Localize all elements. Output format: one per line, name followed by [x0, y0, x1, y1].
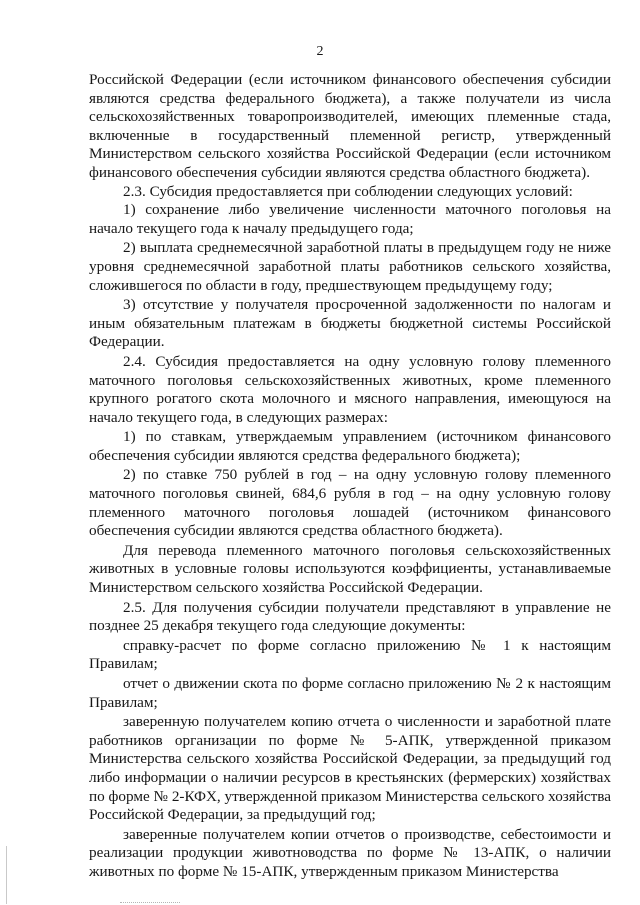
paragraph-2-4-item-2: 2) по ставке 750 рублей в год – на одну условную голову племенного маточного поголовья свиней, 684,6 рубля в год – на одну условную голову племенного маточного поголовья лошадей (источником финансового обеспечения субсидии являются средства областного бюджета).	[89, 466, 611, 540]
paragraph-2-3-item-2: 2) выплата среднемесячной заработной платы в предыдущем году не ниже уровня среднемесячной заработной платы работников сельского хозяйства, сложившегося по области в году, предшествующем предыдущему году;	[89, 239, 611, 294]
paragraph-2-4-item-1: 1) по ставкам, утверждаемым управлением (источником финансового обеспечения субсидии являются средства федерального бюджета);	[89, 428, 611, 464]
paragraph-continuation: Российской Федерации (если источником финансового обеспечения субсидии являются средства федерального бюджета), а также получатели из числа сельскохозяйственных товаропроизводителей, имеющих племенные стада, включенные в государственный племенной регистр, утвержденный Министерством сельского хозяйства Российской Федерации (если источником финансового обеспечения субсидии являются средства областного бюджета).	[89, 71, 611, 181]
paragraph-conversion: Для перевода племенного маточного поголовья сельскохозяйственных животных в условные головы используются коэффициенты, устанавливаемые Министерством сельского хозяйства Российской Федерации.	[89, 541, 611, 597]
page-number: 2	[316, 44, 324, 59]
paragraph-2-5: 2.5. Для получения субсидии получатели представляют в управление не позднее 25 декабря текущего года следующие документы:	[89, 598, 611, 635]
document-item-13-apk: заверенные получателем копии отчетов о производстве, себестоимости и реализации продукции животноводства по форме № 13-АПК, о наличии животных по форме № 15-АПК, утвержденным приказом Министерства	[89, 825, 611, 880]
paragraph-2-3: 2.3. Субсидия предоставляется при соблюдении следующих условий:	[123, 182, 573, 200]
paragraph-2-4: 2.4. Субсидия предоставляется на одну условную голову племенного маточного поголовья сельскохозяйственных животных, кроме племенного крупного рогатого скота молочного и мясного направления, имеющуюся на начало текущего года, в следующих размерах:	[89, 352, 611, 426]
document-body	[89, 71, 611, 882]
scan-edge-mark	[6, 846, 7, 904]
scan-bottom-dots	[120, 901, 180, 903]
document-item-calculation: справку-расчет по форме согласно приложению № 1 к настоящим Правилам;	[89, 636, 611, 673]
paragraph-2-3-item-3: 3) отсутствие у получателя просроченной задолженности по налогам и иным обязательным платежам в бюджеты бюджетной системы Российской Федерации.	[89, 296, 611, 351]
document-item-livestock-report: отчет о движении скота по форме согласно приложению № 2 к настоящим Правилам;	[89, 675, 611, 711]
paragraph-2-3-item-1: 1) сохранение либо увеличение численности маточного поголовья на начало текущего года к началу предыдущего года;	[89, 201, 611, 237]
document-item-5-apk: заверенную получателем копию отчета о численности и заработной плате работников организации по форме № 5-АПК, утвержденной приказом Министерства сельского хозяйства Российской Федерации, за предыдущий год либо информации о наличии ресурсов в крестьянских (фермерских) хозяйствах по форме № 2-КФХ, утвержденной приказом Министерства сельского хозяйства Российской Федерации, за предыдущий год;	[89, 713, 611, 824]
